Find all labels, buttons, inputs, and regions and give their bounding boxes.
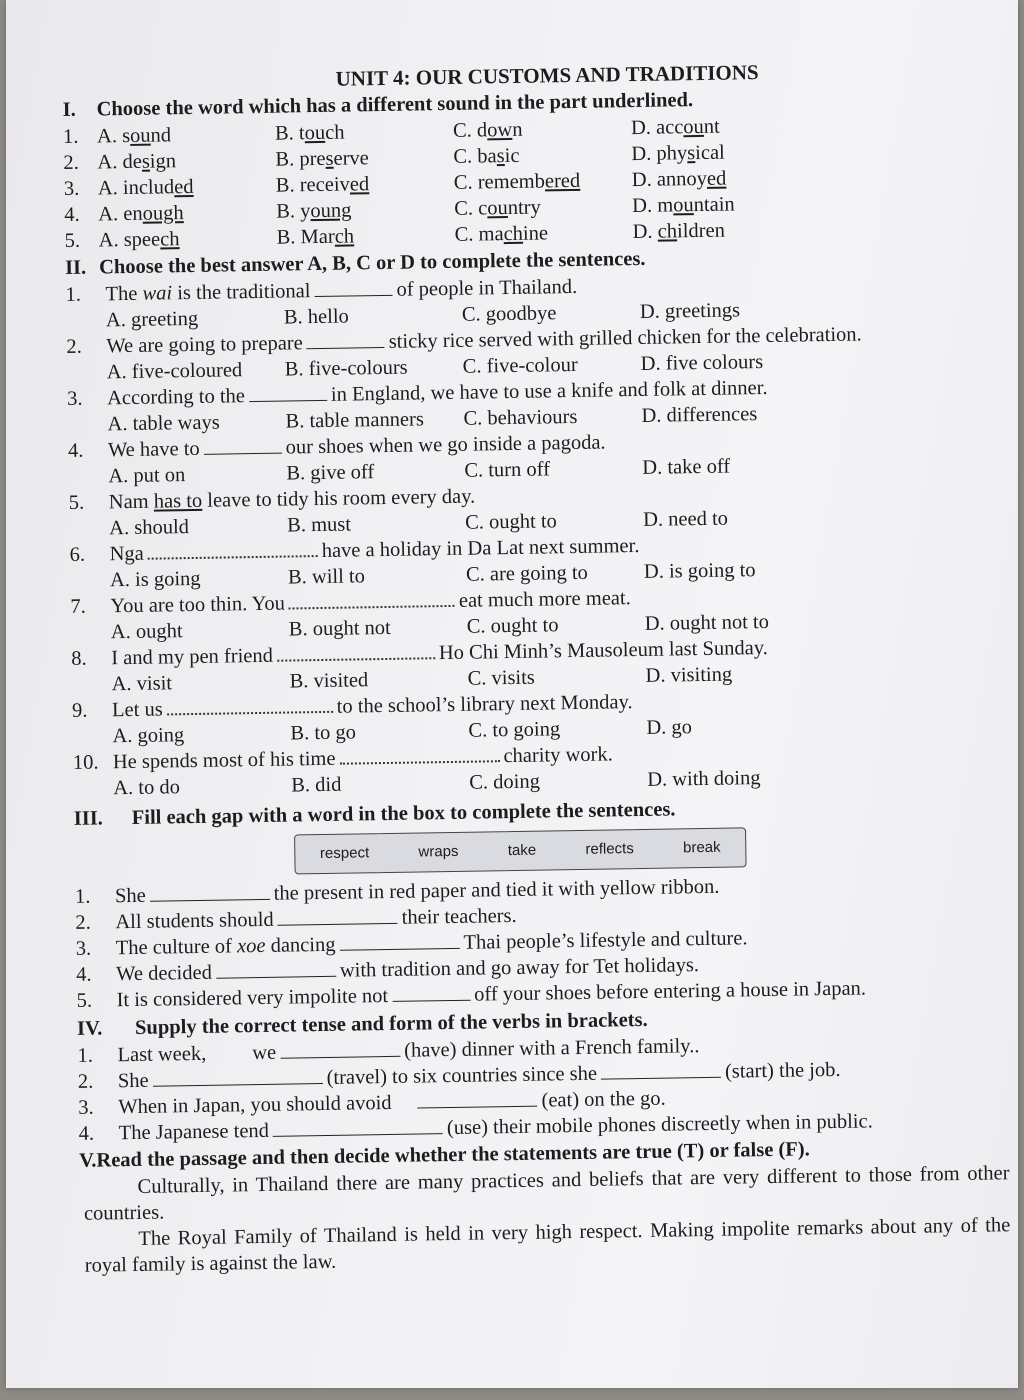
question-number: 8. xyxy=(71,647,87,670)
option[interactable]: A. is going xyxy=(109,567,201,592)
option[interactable]: B. table manners xyxy=(285,408,425,433)
answer-blank[interactable] xyxy=(152,1067,322,1087)
question-number: 6. xyxy=(69,543,86,566)
option[interactable]: A. design xyxy=(97,150,177,174)
option[interactable]: B. five-colours xyxy=(284,356,408,381)
word-option: reflects xyxy=(585,840,634,858)
question-number: 1. xyxy=(65,283,82,306)
answer-blank[interactable] xyxy=(307,331,385,349)
answer-blank[interactable] xyxy=(601,1061,721,1080)
item-text: The culture of xoe dancing Thai people’s lifestyle and culture. xyxy=(115,927,748,960)
option[interactable]: D. differences xyxy=(641,403,758,427)
section-number: IV. xyxy=(76,1017,103,1040)
question-text: He spends most of his time charity work. xyxy=(112,743,613,774)
answer-blank[interactable] xyxy=(339,744,499,765)
answer-blank[interactable] xyxy=(216,960,336,979)
option[interactable]: B. young xyxy=(276,199,352,223)
answer-blank[interactable] xyxy=(289,589,455,610)
option[interactable]: B. to go xyxy=(290,721,357,745)
option[interactable]: D. children xyxy=(632,219,726,244)
worksheet-paper xyxy=(6,0,1018,1388)
answer-blank[interactable] xyxy=(339,932,459,951)
word-option: take xyxy=(507,841,537,860)
question-text: We have to our shoes when we go inside a pagoda. xyxy=(107,431,606,462)
question-text: You are too thin. You eat much more meat. xyxy=(110,587,631,618)
section-number: II. xyxy=(64,256,87,279)
word-option: wraps xyxy=(418,842,459,861)
question-text: Nga have a holiday in Da Lat next summer. xyxy=(109,534,640,566)
question-number: 4. xyxy=(64,203,80,226)
question-number: 3. xyxy=(66,387,83,410)
option[interactable]: D. go xyxy=(646,716,693,739)
question-text: Let us to the school’s library next Monday. xyxy=(111,691,633,722)
answer-blank[interactable] xyxy=(249,384,327,402)
option[interactable]: A. speech xyxy=(98,228,180,252)
section-title: Supply the correct tense and form of the verbs in brackets. xyxy=(134,1008,648,1039)
option[interactable]: D. mountain xyxy=(632,193,735,218)
option[interactable]: A. to do xyxy=(113,776,181,800)
option[interactable]: B. must xyxy=(287,513,352,537)
item-text: She (travel) to six countries since she (start) the job. xyxy=(117,1058,841,1093)
page-title: UNIT 4: OUR CUSTOMS AND TRADITIONS xyxy=(335,60,759,91)
option[interactable]: A. table ways xyxy=(107,411,220,436)
question-number: 1. xyxy=(62,125,79,148)
item-text: All students should their teachers. xyxy=(115,904,517,934)
option[interactable]: A. ought xyxy=(110,620,183,644)
option[interactable]: C. basic xyxy=(453,144,520,168)
word-option: break xyxy=(682,838,721,857)
option[interactable]: C. ought to xyxy=(464,510,558,534)
item-text: We decided with tradition and go away for Tet holidays. xyxy=(116,954,700,986)
question-number: 10. xyxy=(72,751,99,774)
option[interactable]: B. ought not xyxy=(288,616,391,641)
question-text: Nam has to leave to tidy his room every day. xyxy=(108,485,476,514)
item-number: 1. xyxy=(74,885,91,908)
question-text: According to the in England, we have to use a knife and folk at dinner. xyxy=(106,376,768,410)
question-number: 9. xyxy=(71,699,88,722)
option[interactable]: C. country xyxy=(454,196,541,220)
question-number: 3. xyxy=(63,177,80,200)
answer-blank[interactable] xyxy=(278,907,398,926)
answer-blank[interactable] xyxy=(277,641,435,661)
word-box xyxy=(294,827,747,874)
option[interactable]: A. should xyxy=(109,516,190,540)
item-number: 4. xyxy=(76,963,92,986)
option[interactable]: A. enough xyxy=(98,202,184,226)
item-text: She the present in red paper and tied it with yellow ribbon. xyxy=(114,875,720,908)
item-number: 5. xyxy=(76,989,93,1012)
question-text: We are going to prepare sticky rice served with grilled chicken for the celebration. xyxy=(106,323,862,358)
option[interactable]: D. greetings xyxy=(639,299,741,323)
option[interactable]: C. behaviours xyxy=(463,405,578,430)
option[interactable]: D. physical xyxy=(631,141,725,166)
option[interactable]: B. will to xyxy=(287,565,366,589)
option[interactable]: D. visiting xyxy=(645,663,733,687)
option[interactable]: A. visit xyxy=(111,672,173,696)
option[interactable]: C. machine xyxy=(454,222,549,246)
answer-blank[interactable] xyxy=(148,539,318,560)
option[interactable]: C. goodbye xyxy=(461,302,557,326)
option[interactable]: B. did xyxy=(291,773,342,797)
option[interactable]: C. ought to xyxy=(466,614,559,638)
answer-blank[interactable] xyxy=(417,1090,537,1109)
option[interactable]: D. need to xyxy=(642,507,729,531)
answer-blank[interactable] xyxy=(203,437,281,455)
item-text: It is considered very impolite not off your shoes before entering a house in Japan. xyxy=(116,977,867,1012)
passage-paragraph-1: Culturally, in Thailand there are many practices and beliefs that are very different to those from other countries. xyxy=(83,1162,1010,1225)
question-text: I and my pen friend Ho Chi Minh’s Mausoleum last Sunday. xyxy=(111,636,768,670)
question-number: 2. xyxy=(66,335,82,358)
option[interactable]: B. visited xyxy=(289,669,369,693)
item-number: 4. xyxy=(78,1122,95,1145)
answer-blank[interactable] xyxy=(167,695,333,716)
answer-blank[interactable] xyxy=(273,1117,443,1137)
option[interactable]: B. give off xyxy=(286,461,375,485)
option[interactable]: A. five-coloured xyxy=(106,359,243,384)
option[interactable]: D. take off xyxy=(642,455,731,479)
section-title: Fill each gap with a word in the box to complete the sentences. xyxy=(131,798,676,829)
answer-blank[interactable] xyxy=(280,1040,400,1059)
option[interactable]: C. five-colour xyxy=(462,353,578,378)
option[interactable]: C. turn off xyxy=(464,458,551,482)
item-text: The Japanese tend (use) their mobile phones discreetly when in public. xyxy=(118,1110,873,1145)
question-number: 2. xyxy=(63,151,80,174)
option[interactable]: C. down xyxy=(452,118,523,142)
option[interactable]: A. greeting xyxy=(105,307,199,332)
section-number: III. xyxy=(73,807,103,830)
option[interactable]: D. with doing xyxy=(647,767,761,791)
question-number: 5. xyxy=(64,229,81,252)
option[interactable]: D. annoyed xyxy=(631,167,727,192)
section-5-heading: V.Read the passage and then decide whether the statements are true (T) or false (F). xyxy=(78,1138,810,1172)
item-number: 3. xyxy=(78,1096,94,1119)
option[interactable]: B. preserve xyxy=(275,147,369,171)
option[interactable]: A. put on xyxy=(108,464,186,488)
option[interactable]: C. to going xyxy=(468,718,561,742)
answer-blank[interactable] xyxy=(392,984,470,1002)
answer-blank[interactable] xyxy=(314,279,392,297)
word-option: respect xyxy=(319,844,370,863)
item-number: 3. xyxy=(75,937,92,960)
item-text: Last week, we (have) dinner with a French family.. xyxy=(117,1035,700,1067)
option[interactable]: C. are going to xyxy=(465,561,588,586)
section-title: Choose the word which has a different sound in the part underlined. xyxy=(96,89,694,121)
question-text: The wai is the traditional of people in Thailand. xyxy=(105,275,578,306)
section-title: Choose the best answer A, B, C or D to complete the sentences. xyxy=(98,247,646,279)
answer-blank[interactable] xyxy=(150,883,270,902)
section-1-rows xyxy=(63,109,995,254)
question-number: 4. xyxy=(67,439,84,462)
worksheet-content xyxy=(62,55,1011,1278)
passage-paragraph-2: The Royal Family of Thailand is held in very high respect. Making impolite remarks about any of the royal family is against the law. xyxy=(84,1214,1011,1277)
item-number: 2. xyxy=(77,1070,94,1093)
option[interactable]: B. hello xyxy=(283,305,350,329)
option[interactable]: C. remembered xyxy=(453,169,581,194)
option[interactable]: D. is going to xyxy=(643,559,756,583)
option[interactable]: C. doing xyxy=(469,770,541,794)
item-number: 2. xyxy=(75,911,91,934)
question-number: 5. xyxy=(68,491,85,514)
item-text: When in Japan, you should avoid (eat) on the go. xyxy=(118,1087,666,1119)
option[interactable]: B. received xyxy=(275,173,370,197)
item-number: 1. xyxy=(77,1044,94,1067)
question-number: 7. xyxy=(70,595,86,618)
option[interactable]: D. ought not to xyxy=(644,610,770,635)
option[interactable]: D. five colours xyxy=(640,351,764,375)
option[interactable]: C. visits xyxy=(467,666,535,690)
section-number: I. xyxy=(62,98,76,121)
option[interactable]: D. account xyxy=(630,115,720,140)
option[interactable]: A. going xyxy=(112,724,185,748)
option[interactable]: B. March xyxy=(276,225,355,249)
option[interactable]: A. included xyxy=(97,175,194,200)
option[interactable]: B. touch xyxy=(274,121,345,145)
option[interactable]: A. sound xyxy=(96,124,172,148)
